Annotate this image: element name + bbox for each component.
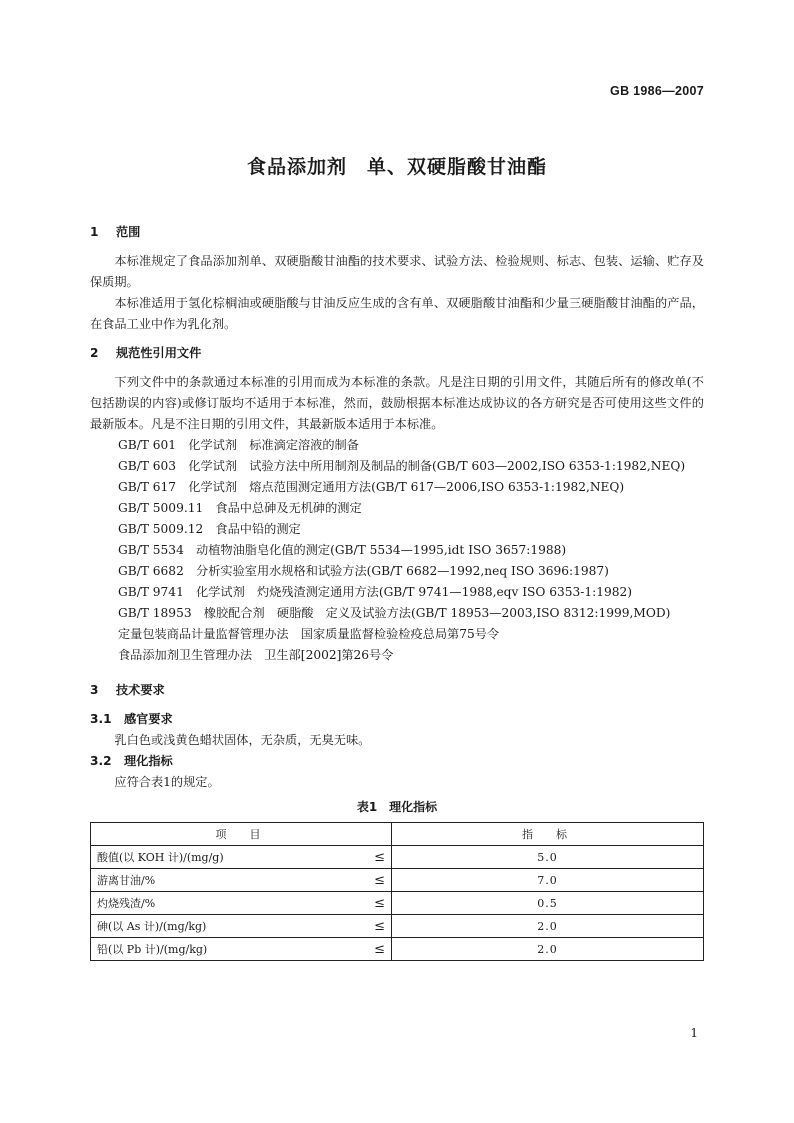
item-label: 砷(以 As 计)/(mg/kg): [97, 919, 207, 933]
item-label: 灼烧残渣/%: [97, 896, 156, 910]
table-cell-item: [91, 869, 392, 892]
subsection-3-2-heading: [90, 751, 704, 772]
less-equal-sign: ≤: [374, 941, 385, 957]
table-row: [91, 892, 704, 915]
item-label: 酸值(以 KOH 计)/(mg/g): [97, 850, 224, 864]
reference-item: 定量包装商品计量监督管理办法 国家质量监督检验检疫总局第75号令: [118, 627, 500, 641]
reference-item: GB/T 5009.12 食品中铅的测定: [118, 522, 301, 536]
less-equal-sign: ≤: [374, 918, 385, 934]
reference-item: GB/T 9741 化学试剂 灼烧残渣测定通用方法(GB/T 9741—1988,eqv ISO 6353-1:1982): [118, 585, 633, 599]
reference-item: GB/T 617 化学试剂 熔点范围测定通用方法(GB/T 617—2006,ISO 6353-1:1982,NEQ): [118, 480, 625, 494]
reference-item: GB/T 18953 橡胶配合剂 硬脂酸 定义及试验方法(GB/T 18953—2003,ISO 8312:1999,MOD): [118, 606, 671, 620]
document-body: [90, 222, 704, 961]
table-cell-item: [91, 938, 392, 961]
section-number: 3: [90, 683, 99, 697]
section-2-heading: [90, 343, 704, 364]
table-row: [91, 869, 704, 892]
reference-item: GB/T 601 化学试剂 标准滴定溶液的制备: [118, 438, 359, 452]
paragraph: 下列文件中的条款通过本标准的引用而成为本标准的条款。凡是注日期的引用文件，其随后所有的修改单(不包括勘误的内容)或修订版均不适用于本标准，然而，鼓励根据本标准达成协议的各方研究是否可使用这些文件的最新版本。凡是不注日期的引用文件，其最新版本适用于本标准。: [90, 375, 704, 431]
table-header-value: 指 标: [392, 823, 704, 846]
table-row: [91, 915, 704, 938]
section-3-heading: [90, 680, 704, 701]
table-cell-item: [91, 915, 392, 938]
less-equal-sign: ≤: [374, 849, 385, 865]
table-cell-value: 2.0: [392, 938, 704, 961]
section-number: 3.2: [90, 754, 112, 768]
paragraph: 应符合表1的规定。: [114, 775, 220, 789]
reference-item: GB/T 6682 分析实验室用水规格和试验方法(GB/T 6682—1992,neq ISO 3696:1987): [118, 564, 609, 578]
section-title: 范围: [116, 225, 141, 239]
table-caption: 表1 理化指标: [356, 800, 438, 814]
paragraph: 本标准适用于氢化棕榈油或硬脂酸与甘油反应生成的含有单、双硬脂酸甘油酯和少量三硬脂酸甘油酯的产品，在食品工业中作为乳化剂。: [90, 296, 704, 331]
paragraph: 乳白色或浅黄色蜡状固体，无杂质，无臭无味。: [114, 733, 371, 747]
less-equal-sign: ≤: [374, 895, 385, 911]
section-1-heading: [90, 222, 704, 243]
reference-item: GB/T 5534 动植物油脂皂化值的测定(GB/T 5534—1995,idt ISO 3657:1988): [118, 543, 567, 557]
table-cell-item: [91, 846, 392, 869]
table-cell-value: 0.5: [392, 892, 704, 915]
item-label: 游离甘油/%: [97, 873, 156, 887]
document-title: 食品添加剂 单、双硬脂酸甘油酯: [246, 156, 547, 178]
paragraph: 本标准规定了食品添加剂单、双硬脂酸甘油酯的技术要求、试验方法、检验规则、标志、包装、运输、贮存及保质期。: [90, 254, 704, 289]
section-number: 1: [90, 225, 99, 239]
reference-item: GB/T 603 化学试剂 试验方法中所用制剂及制品的制备(GB/T 603—2002,ISO 6353-1:1982,NEQ): [118, 459, 686, 473]
table-cell-item: [91, 892, 392, 915]
section-number: 2: [90, 346, 99, 360]
table-header-item: 项 目: [91, 823, 392, 846]
standard-code: GB 1986—2007: [610, 84, 704, 98]
reference-item: 食品添加剂卫生管理办法 卫生部[2002]第26号令: [118, 648, 394, 662]
less-equal-sign: ≤: [374, 872, 385, 888]
table-header-row: [91, 823, 704, 846]
page-number: 1: [690, 1026, 698, 1040]
table-cell-value: 2.0: [392, 915, 704, 938]
section-number: 3.1: [90, 712, 112, 726]
table-cell-value: 5.0: [392, 846, 704, 869]
table-row: [91, 846, 704, 869]
table-cell-value: 7.0: [392, 869, 704, 892]
reference-item: GB/T 5009.11 食品中总砷及无机砷的测定: [118, 501, 362, 515]
section-title: 理化指标: [124, 754, 173, 768]
subsection-3-1-heading: [90, 709, 704, 730]
section-title: 规范性引用文件: [116, 346, 202, 360]
section-title: 感官要求: [124, 712, 173, 726]
table-row: [91, 938, 704, 961]
item-label: 铅(以 Pb 计)/(mg/kg): [97, 942, 208, 956]
section-title: 技术要求: [116, 683, 165, 697]
spec-table: [90, 822, 704, 961]
